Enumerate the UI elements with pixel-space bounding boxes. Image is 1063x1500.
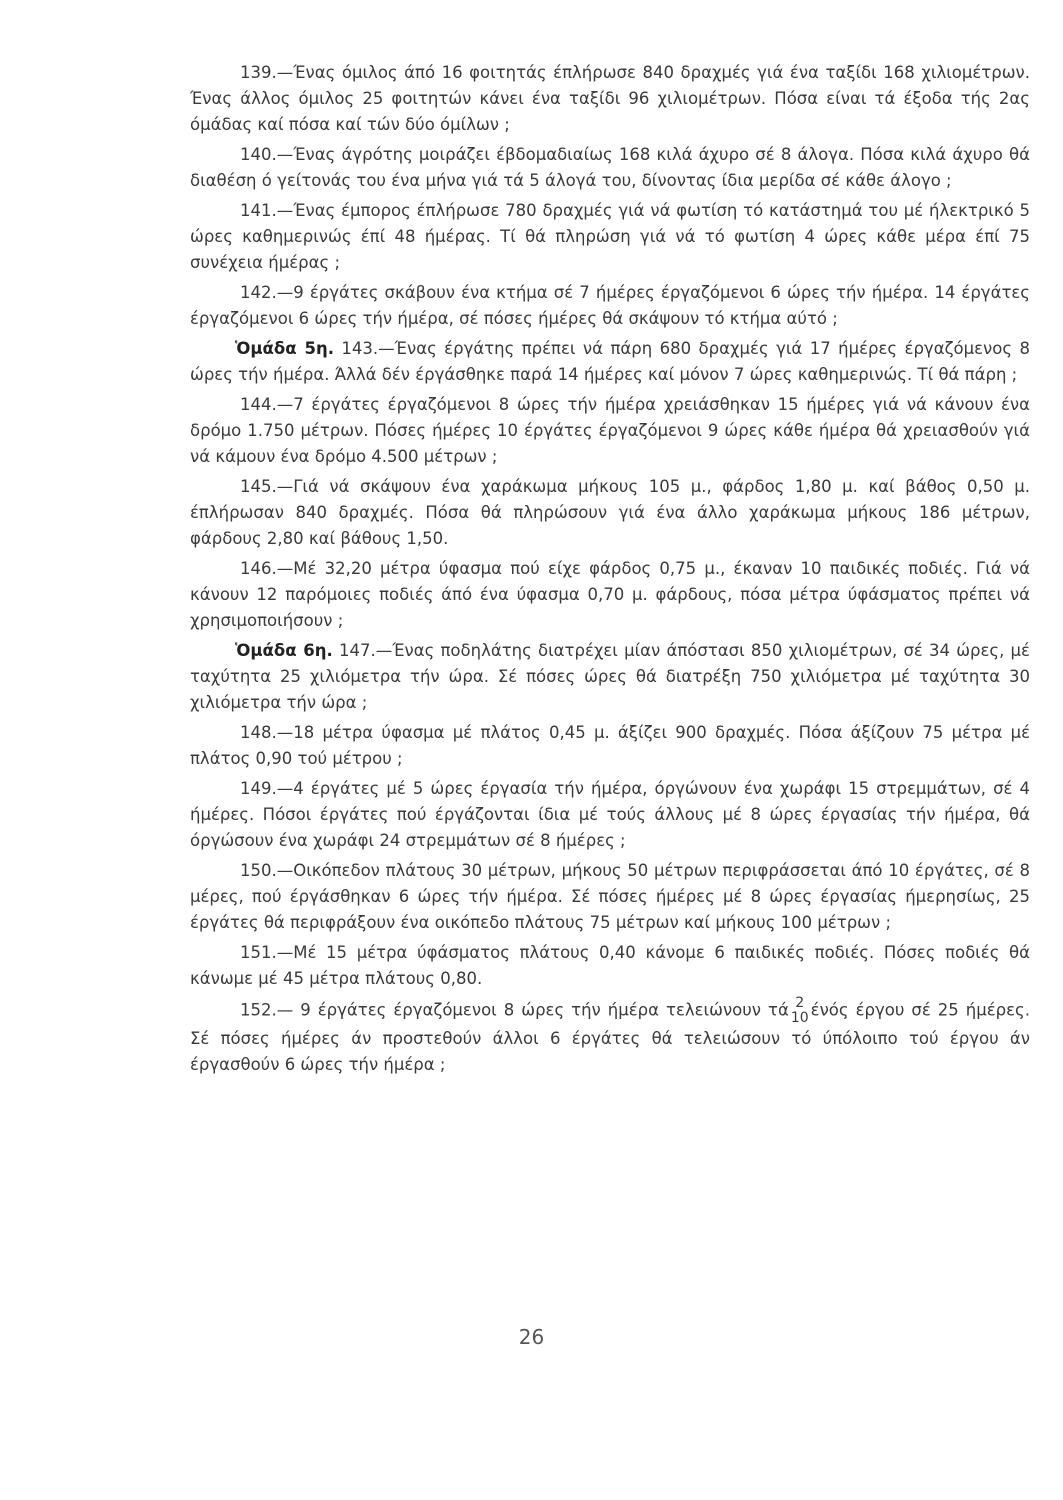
group-5-heading: Ὁμάδα 5η. [235, 339, 334, 358]
problem-151: 151.—Μέ 15 μέτρα ύφάσματος πλάτους 0,40 κάνομε 6 παιδικές ποδιές. Πόσες ποδιές θά κάνωμε μέ 45 μέτρα πλάτους 0,80. [190, 943, 1030, 988]
group-6-heading: Ὁμάδα 6η. [235, 641, 333, 660]
problem-144: 144.—7 έργάτες έργαζόμενοι 8 ώρες τήν ήμέρα χρειάσθηκαν 15 ήμέρες γιά νά κάνουν ένα δρόμο 1.750 μέτρων. Πόσες ήμέρες 10 έργάτες έργαζόμενοι 9 ώρες κάθε ήμέρα θά χρειασθούν γιά νά κάμουν ένα δρόμο 4.500 μέτρων ; [190, 395, 1030, 466]
problem-148: 148.—18 μέτρα ύφασμα μέ πλάτος 0,45 μ. άξίζει 900 δραχμές. Πόσα άξίζουν 75 μέτρα μέ πλάτος 0,90 τού μέτρου ; [190, 723, 1030, 768]
problem-143: Ὁμάδα 5η. 143.—Ένας έργάτης πρέπει νά πάρη 680 δραχμές γιά 17 ήμέρες έργαζόμενος 8 ώρες τήν ήμέρα. Άλλά δέν έργάσθηκε παρά 14 ήμέρες καί μόνον 7 ώρες καθημερινώς. Τί θά πάρη ; [190, 339, 1030, 384]
problem-152: 152.— 9 έργάτες έργαζόμενοι 8 ώρες τήν ήμέρα τελειώνουν τά 2 10 ένός έργου σέ 25 ήμέρες. Σέ πόσες ήμέρες άν προστεθούν άλλοι 6 έργάτες θά τελειώσουν τό ύπόλοιπο τού έργου άν έργασθούν 6 ώρες τήν ήμέρα ; [190, 995, 1030, 1074]
fraction-numerator: 2 [795, 995, 805, 1011]
problem-149: 149.—4 έργάτες μέ 5 ώρες έργασία τήν ήμέρα, όργώνουν ένα χωράφι 15 στρεμμάτων, σέ 4 ήμέρες. Πόσοι έργάτες πού έργάζονται ίδια μέ τούς άλλους μέ 8 ώρες έργασίας τήν ήμέρα, θά όργώσουν ένα χωράφι 24 στρεμμάτων σέ 8 ήμέρες ; [190, 779, 1030, 850]
problem-140: 140.—Ένας άγρότης μοιράζει έβδομαδιαίως 168 κιλά άχυρο σέ 8 άλογα. Πόσα κιλά άχυρο θά διαθέση ό γείτονάς του ένα μήνα γιά τά 5 άλογά του, δίνοντας ίδια μερίδα σέ κάθε άλογο ; [190, 145, 1030, 190]
fraction-denominator: 10 [790, 1010, 809, 1026]
problem-142: 142.—9 έργάτες σκάβουν ένα κτήμα σέ 7 ήμέρες έργαζόμενοι 6 ώρες τήν ήμέρα. 14 έργάτες έργαζόμενοι 6 ώρες τήν ήμέρα, σέ πόσες ήμέρες θά σκάψουν τό κτήμα αύτό ; [190, 283, 1030, 328]
problem-146: 146.—Μέ 32,20 μέτρα ύφασμα πού είχε φάρδος 0,75 μ., έκαναν 10 παιδικές ποδιές. Γιά νά κάνουν 12 παρόμοιες ποδιές άπό ένα ύφασμα 0,70 μ. φάρδους, πόσα μέτρα ύφάσματος πρέπει νά χρησιμοποιήσουν ; [190, 559, 1030, 630]
fraction [791, 996, 809, 1026]
problem-147: Ὁμάδα 6η. 147.—Ένας ποδηλάτης διατρέχει μίαν άπόστασι 850 χιλιομέτρων, σέ 34 ώρες, μέ ταχύτητα 25 χιλιόμετρα τήν ώρα. Σέ πόσες ώρες θά διατρέξη 750 χιλιόμετρα μέ ταχύτητα 30 χιλιόμετρα τήν ώρα ; [190, 641, 1030, 712]
problem-141: 141.—Ένας έμπορος έπλήρωσε 780 δραχμές γιά νά φωτίση τό κατάστημά του μέ ήλεκτρικό 5 ώρες καθημερινώς έπί 48 ήμέρας. Τί θά πληρώση γιά νά τό φωτίση 4 ώρες κάθε μέρα έπί 75 συνέχεια ήμέρας ; [190, 201, 1030, 272]
problem-150: 150.—Οικόπεδον πλάτους 30 μέτρων, μήκους 50 μέτρων περιφράσσεται άπό 10 έργάτες, σέ 8 μέρες, πού έργάσθηκαν 6 ώρες τήν ήμέρα. Σέ πόσες ήμέρες μέ 8 ώρες έργασίας ήμερησίως, 25 έργάτες θά περιφράξουν ένα οικόπεδο πλάτους 75 μέτρων καί μήκους 100 μέτρων ; [190, 861, 1030, 932]
problems-text [190, 60, 1030, 1082]
problem-145: 145.—Γιά νά σκάψουν ένα χαράκωμα μήκους 105 μ., φάρδος 1,80 μ. καί βάθος 0,50 μ. έπλήρωσαν 840 δραχμές. Πόσα θά πληρώσουν γιά ένα άλλο χαράκωμα μήκους 186 μέτρων, φάρδους 2,80 καί βάθους 1,50. [190, 477, 1030, 548]
page-number: 26 [518, 1325, 545, 1349]
problem-139: 139.—Ένας όμιλος άπό 16 φοιτητάς έπλήρωσε 840 δραχμές γιά ένα ταξίδι 168 χιλιομέτρων. Ένας άλλος όμιλος 25 φοιτητών κάνει ένα ταξίδι 96 χιλιομέτρων. Πόσα είναι τά έξοδα τής 2ας όμάδας καί πόσα καί τών δύο όμίλων ; [190, 63, 1030, 134]
